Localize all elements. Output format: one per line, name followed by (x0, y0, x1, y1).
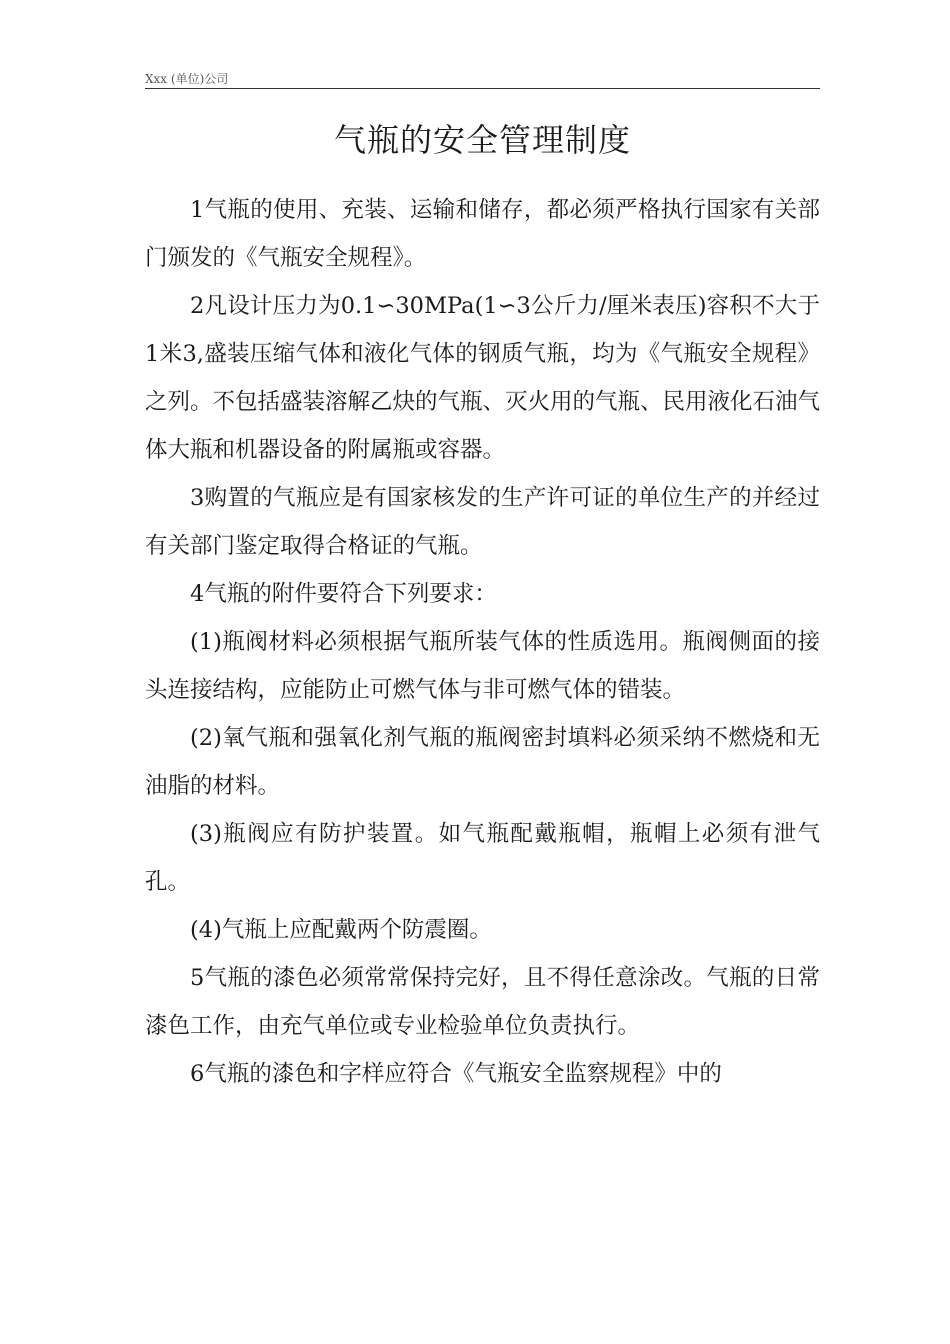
paragraph-1: 1气瓶的使用、充装、运输和储存，都必须严格执行国家有关部门颁发的《气瓶安全规程》。 (145, 197, 820, 271)
paragraph-2: 2凡设计压力为0.1∽30MPa(1∽3公斤力/厘米表压)容积不大于1米3,盛装压缩气体和液化气体的钢质气瓶，均为《气瓶安全规程》之列。不包括盛装溶解乙炔的气瓶、灭火用的气瓶、民用液化石油气体大瓶和机器设备的附属瓶或容器。 (145, 293, 821, 463)
paragraph-4-item-1: (1)瓶阀材料必须根据气瓶所装气体的性质选用。瓶阀侧面的接头连接结构，应能防止可燃气体与非可燃气体的错装。 (145, 629, 820, 703)
page-header (145, 72, 820, 89)
paragraph-4-item-4: (4)气瓶上应配戴两个防震圈。 (190, 917, 492, 943)
header-company-name: Xxx (单位)公司 (145, 72, 229, 86)
document-body (145, 186, 820, 1098)
paragraph-4: 4气瓶的附件要符合下列要求： (190, 581, 497, 607)
paragraph-6: 6气瓶的漆色和字样应符合《气瓶安全监察规程》中的 (190, 1061, 722, 1087)
paragraph-5: 5气瓶的漆色必须常常保持完好，且不得任意涂改。气瓶的日常漆色工作，由充气单位或专业检验单位负责执行。 (145, 965, 820, 1039)
document-title: 气瓶的安全管理制度 (333, 121, 631, 159)
paragraph-3: 3购置的气瓶应是有国家核发的生产许可证的单位生产的并经过有关部门鉴定取得合格证的气瓶。 (145, 485, 820, 559)
paragraph-4-item-3: (3)瓶阀应有防护装置。如气瓶配戴瓶帽，瓶帽上必须有泄气孔。 (145, 821, 820, 895)
paragraph-4-item-2: (2)氧气瓶和强氧化剂气瓶的瓶阀密封填料必须采纳不燃烧和无油脂的材料。 (145, 725, 820, 799)
